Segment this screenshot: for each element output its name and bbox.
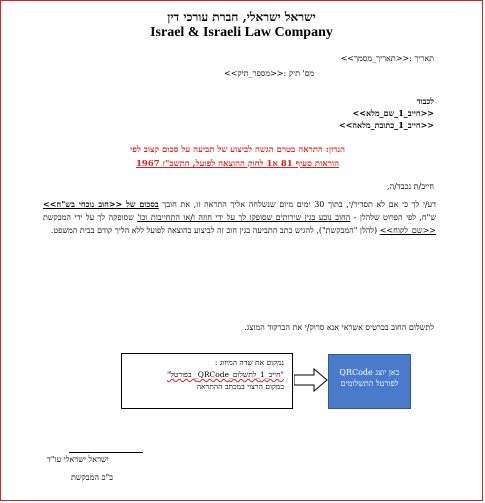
body-debt-reason: החוב נובע בגין שירותים שסופקו לך על ידי חוזה ו/או התחייבות וכו' xyxy=(137,213,351,223)
subject-line-2-text: הוראות סעיף 81 א1 לחוק ההוצאה לפועל, התשכ"ז 1967 xyxy=(136,159,339,169)
body-client-name: <<שם_לקוח>> xyxy=(379,226,436,236)
instruction-line-1: נמקום את שדה המיזוג : xyxy=(214,358,284,367)
file-number-line: מס' תיק :<<מספר_תיק>> xyxy=(223,69,314,78)
body-part-g: (להלן "המבקשת"), להגיש כתב התביעה בגין חוב זה לביצוע בהוצאה לפועל ללא הליך קודם בבית המשפט. xyxy=(50,226,380,236)
qr-code-placeholder xyxy=(328,354,411,409)
merge-field-name: "חייב_1_לתשלום_QRCode_ בפורטל" xyxy=(166,370,284,379)
credit-card-instruction: לתשלום החוב בכרטיס אשראי אנא סרוק/י את הברקוד המוצג. xyxy=(244,323,434,332)
arrow-right-icon xyxy=(294,368,328,392)
instruction-line-3: במקום הרצוי במכתב ההתראה xyxy=(196,382,284,391)
signer-name: ישראל ישראלי עו"ד xyxy=(47,455,109,464)
firm-name-english: Israel & Israeli Law Company xyxy=(150,25,333,40)
file-number-field xyxy=(224,69,314,78)
subject-line-1: הנדון: התראה בטרם הגשה לביצוע של תביעה על סכום קצוב לפי xyxy=(129,145,346,155)
signature-line xyxy=(69,452,143,453)
body-part-e: שסופקה לך על ידי המבקשת xyxy=(43,213,138,223)
greeting: חייב/ת נכבד/ה, xyxy=(387,182,434,191)
date-line: תאריך :<<תאריך_מסמך>> xyxy=(340,54,434,63)
body-part-c: ש"ח, לפי הפרוט שלהלן - xyxy=(350,213,436,223)
recipient-name: <<חייב_1_שם_מלא>> xyxy=(352,108,434,118)
signer-role: ב"כ המבקשת xyxy=(71,473,114,482)
merge-field-instructions-box xyxy=(121,353,293,409)
body-part-a: דע/י לך כי אם לא תסדיר/י, בתוך 30 ימים מיום שנשלחה אליך התראה זו, את חובך xyxy=(158,200,437,209)
instruction-line-2 xyxy=(126,369,284,381)
date-field xyxy=(341,54,434,63)
firm-name-hebrew: ישראל ישראלי, חברת עורכי דין xyxy=(167,10,316,24)
subject-line-2 xyxy=(41,158,434,171)
qr-placeholder-line-2: לפורטל התשלומים xyxy=(340,379,399,388)
body-paragraph xyxy=(43,198,436,238)
body-debt-amount: בסכום של <<חוב_נוכחי_בש"ח>> xyxy=(43,199,159,209)
qr-placeholder-line-1: כאן יוצג QRCode xyxy=(339,368,400,377)
recipient-address: <<חייב_1_כתובת_מלאה>> xyxy=(339,120,434,130)
to-label: לכבוד xyxy=(416,96,434,106)
